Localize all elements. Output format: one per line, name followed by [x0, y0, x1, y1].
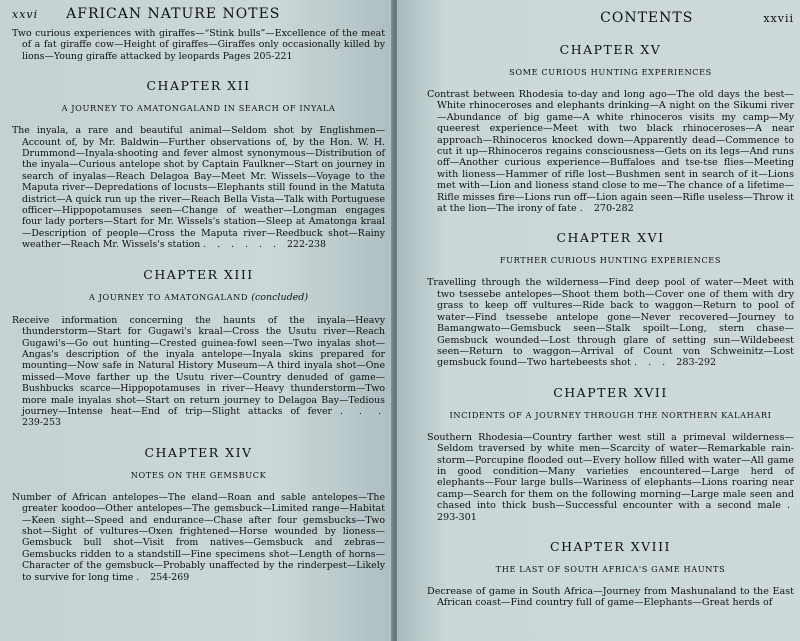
- synopsis-text: Decrease of game in South Africa—Journey from Mashunaland to the East African coast—Find country full of game—Elephants—Great herds of: [427, 585, 794, 609]
- chapter-pages: 254-269: [150, 571, 190, 583]
- chapter-subtitle-text: A JOURNEY TO AMATONGALAND: [88, 291, 249, 302]
- synopsis-text: Number of African antelopes—The eland—Roan and sable antelopes—The greater koodoo—Other antelopes—The gemsbuck—Limited range—Habitat—Keen sight—Speed and endurance—Chase after four gemsbucks—Two shot—Sight of vultures—Oxen frightened—Horse wounded by lioness—Gemsbuck bull shot—Visit from natives—Gemsbuck and zebras—Gemsbucks ridden to a standstill—Fine specimens shot—Length of horns—Character of the gemsbuck—Probably unaffected by the rinderpest—Likely to survive for long time: [12, 491, 385, 583]
- chapter-subtitle: [427, 410, 794, 420]
- left-running-head: [12, 6, 385, 22]
- chapter-subtitle: [427, 67, 794, 77]
- chapter-synopsis: The inyala, a rare and beautiful animal—Seldom shot by Englishmen—Account of, by Mr. Baldwin—Further observations of, by the Hon. W. H. Drummond—Inyala-shooting and fever almost synonymous—Distribution of the inyala—Curious antelope shot by Captain Faulkner—Start on journey in search of inyalas—Reach Delagoa Bay—Meet Mr. Wissels—Voyage to the Maputa river—Depredations of locusts—Elephants still found in the Matuta district—A quick run up the river—Reach Bella Vista—Talk with Portuguese officer—Hippopotamuses seen—Change of weather—Longman engages four lady porters—Start for Mr. Wissels's station—Sleep at Amatonga kraal—Description of people—Cross the Maputa river—Reedbuck shot—Rainy weather—Reach Mr. Wissels's station . . . . . . 222-238: [12, 125, 385, 251]
- chapter-subtitle: [427, 255, 794, 265]
- chapter-xi-fragment: [12, 28, 385, 62]
- left-running-title: AFRICAN NATURE NOTES: [66, 6, 281, 22]
- chapter-xvi: [427, 230, 794, 368]
- chapter-synopsis: Number of African antelopes—The eland—Roan and sable antelopes—The greater koodoo—Other antelopes—The gemsbuck—Limited range—Habitat—Keen sight—Speed and endurance—Chase after four gemsbucks—Two shot—Sight of vultures—Oxen frightened—Horse wounded by lioness—Gemsbuck bull shot—Visit from natives—Gemsbuck and zebras—Gemsbucks ridden to a standstill—Fine specimens shot—Length of horns—Character of the gemsbuck—Probably unaffected by the rinderpest—Likely to survive for long time . 254-269: [12, 491, 385, 583]
- chapter-heading: CHAPTER XIV: [144, 444, 253, 460]
- chapter-xiv: [12, 445, 385, 583]
- chapter-synopsis: [427, 586, 794, 609]
- left-page: [0, 0, 393, 641]
- chapter-xii: [12, 78, 385, 250]
- chapter-subtitle: [12, 103, 385, 113]
- synopsis-text: Travelling through the wilderness—Find deep pool of water—Meet with two tsessebe antelopes—Shoot them both—Cover one of them with dry grass to keep off vultures—Ride back to waggon—Return to pool of water—Find tsessebe antelope gone—Never recovered—Journey to Bamangwato—Gemsbuck seen—Stalk spoilt—Long, stern chase—Gemsbuck wounded—Lost through glare of setting sun—Wildebeest seen—Return to waggon—Arrival of Count von Schweinitz—Lost gemsbuck found—Two hartebeests shot: [427, 277, 794, 369]
- right-running-head: [427, 10, 794, 26]
- chapter-pages: 293-301: [437, 511, 477, 523]
- chapter-pages: 270-282: [593, 203, 634, 215]
- chapter-heading: CHAPTER XV: [559, 42, 662, 57]
- chapter-xviii: [427, 539, 794, 609]
- synopsis-text: Contrast between Rhodesia to-day and long ago—The old days the best—White rhinoceroses and elephants drinking—A night on the Sikumi river—Abundance of big game—A white rhinoceros visits my camp—My queerest experience—Meet with two black rhinoceroses—A near approach—Rhinoceros knocked down—Apparently dead—Commence to cut it up—Rhinoceros regains consciousness—Gets on its legs—And runs off—Another curious experience—Buffaloes and tse-tse flies—Meeting with lioness—Hammer of rifle lost—Bushmen sent in search of it—Lions met with—Lion and lioness stand close to me—The chance of a lifetime—Rifle misses fire—Lions run off—Lion again seen—Rifle useless—Throw it at the lion—The irony of fate: [427, 89, 794, 215]
- chapter-synopsis: Receive information concerning the haunts of the inyala—Heavy thunderstorm—Start for Gugawi's kraal—Cross the Usutu river—Reach Gugawi's—Go out hunting—Crested guinea-fowl seen—Two inyalas shot—Angas's description of the inyala antelope—Inyala skins prepared for mounting—Now safe in Natural History Museum—A third inyala shot—One missed—Move farther up the Usutu river—Country denuded of game—Bushbucks scarce—Hippopotamuses in river—Heavy thunderstorm—Two more male inyalas shot—Start on return journey to Delagoa Bay—Tedious journey—Intense heat—End of trip—Slight attacks of fever . . . 239-253: [12, 314, 385, 429]
- fragment-pages: Pages 205-221: [222, 50, 293, 62]
- chapter-subtitle-text: FURTHER CURIOUS HUNTING EXPERIENCES: [499, 255, 722, 266]
- chapter-xiii: [12, 267, 385, 429]
- chapter-heading: CHAPTER XVIII: [550, 538, 671, 554]
- chapter-heading: CHAPTER XVII: [553, 384, 668, 400]
- chapter-heading: CHAPTER XIII: [143, 266, 254, 282]
- chapter-xvii: [427, 385, 794, 523]
- chapter-subtitle-text: THE LAST OF SOUTH AFRICA'S GAME HAUNTS: [495, 563, 726, 574]
- chapter-subtitle: [12, 292, 385, 303]
- chapter-subtitle-text: A JOURNEY TO AMATONGALAND IN SEARCH OF INYALA: [61, 103, 336, 114]
- chapter-subtitle-suffix: (concluded): [251, 291, 309, 303]
- fragment-synopsis: Two curious experiences with giraffes—“Stink bulls”—Excellence of the meat of a fat giraffe cow—Height of giraffes—Giraffes only occasionally killed by lions—Young giraffe attacked by leopards: [12, 28, 385, 62]
- chapter-subtitle-text: SOME CURIOUS HUNTING EXPERIENCES: [509, 67, 712, 77]
- synopsis-text: Receive information concerning the haunts of the inyala—Heavy thunderstorm—Start for Gugawi's kraal—Cross the Usutu river—Reach Gugawi's—Go out hunting—Crested guinea-fowl seen—Two inyalas shot—Angas's description of the inyala antelope—Inyala skins prepared for mounting—Now safe in Natural History Museum—A third inyala shot—One missed—Move farther up the Usutu river—Country denuded of game—Bushbucks scarce—Hippopotamuses in river—Heavy thunderstorm—Two more male inyalas shot—Start on return journey to Delagoa Bay—Tedious journey—Intense heat—End of trip—Slight attacks of fever: [12, 314, 385, 417]
- chapter-synopsis: Contrast between Rhodesia to-day and long ago—The old days the best—White rhinoceroses and elephants drinking—A night on the Sikumi river—Abundance of big game—A white rhinoceros visits my camp—My queerest experience—Meet with two black rhinoceroses—A near approach—Rhinoceros knocked down—Apparently dead—Commence to cut it up—Rhinoceros regains consciousness—Gets on its legs—And runs off—Another curious experience—Buffaloes and tse-tse flies—Meeting with lioness—Hammer of rifle lost—Bushmen sent in search of it—Lions met with—Lion and lioness stand close to me—The chance of a lifetime—Rifle misses fire—Lions run off—Lion again seen—Rifle useless—Throw it at the lion—The irony of fate . 270-282: [427, 89, 794, 215]
- left-page-number: xxvi: [12, 8, 39, 21]
- chapter-heading: CHAPTER XVI: [556, 230, 665, 246]
- chapter-pages: 239-253: [22, 417, 61, 429]
- synopsis-text: Southern Rhodesia—Country farther west still a primeval wilderness—Seldom traversed by white men—Scarcity of water—Remarkable rain-storm—Porcupine flooded out—Every hollow filled with water—All game in good condition—Many varieties encountered—Large herd of elephants—Four large bulls—Wariness of elephants—Lions roaring near camp—Search for them on the following morning—Large male seen and chased into thick bush—Successful encounter with a second male: [427, 431, 794, 512]
- chapter-subtitle-text: INCIDENTS OF A JOURNEY THROUGH THE NORTHERN KALAHARI: [449, 409, 772, 420]
- chapter-synopsis: Travelling through the wilderness—Find deep pool of water—Meet with two tsessebe antelopes—Shoot them both—Cover one of them with dry grass to keep off vultures—Ride back to waggon—Return to pool of water—Find tsessebe antelope gone—Never recovered—Journey to Bamangwato—Gemsbuck seen—Stalk spoilt—Long, stern chase—Gemsbuck wounded—Lost through glare of setting sun—Wildebeest seen—Return to waggon—Arrival of Count von Schweinitz—Lost gemsbuck found—Two hartebeests shot . . . 283-292: [427, 277, 794, 369]
- synopsis-text: The inyala, a rare and beautiful animal—Seldom shot by Englishmen—Account of, by Mr. Baldwin—Further observations of, by the Hon. W. H. Drummond—Inyala-shooting and fever almost synonymous—Distribution of the inyala—Curious antelope shot by Captain Faulkner—Start on journey in search of inyalas—Reach Delagoa Bay—Meet Mr. Wissels—Voyage to the Maputa river—Depredations of locusts—Elephants still found in the Matuta district—A quick run up the river—Reach Bella Vista—Talk with Portuguese officer—Hippopotamuses seen—Change of weather—Longman engages four lady porters—Start for Mr. Wissels's station—Sleep at Amatonga kraal—Description of people—Cross the Maputa river—Reedbuck shot—Rainy weather—Reach Mr. Wissels's station: [12, 125, 385, 251]
- right-page-number: xxvii: [763, 12, 794, 25]
- chapter-subtitle-text: NOTES ON THE GEMSBUCK: [130, 469, 267, 480]
- chapter-heading: CHAPTER XII: [146, 78, 251, 94]
- chapter-subtitle: [427, 564, 794, 574]
- chapter-pages: 283-292: [676, 357, 717, 369]
- chapter-subtitle: [12, 470, 385, 480]
- chapter-pages: 222-238: [287, 239, 326, 251]
- right-page: [397, 0, 800, 641]
- right-running-title: CONTENTS: [600, 10, 694, 26]
- chapter-xv: [427, 42, 794, 214]
- chapter-synopsis: Southern Rhodesia—Country farther west still a primeval wilderness—Seldom traversed by white men—Scarcity of water—Remarkable rain-storm—Porcupine flooded out—Every hollow filled with water—All game in good condition—Many varieties encountered—Large herd of elephants—Four large bulls—Wariness of elephants—Lions roaring near camp—Search for them on the following morning—Large male seen and chased into thick bush—Successful encounter with a second male . 293-301: [427, 431, 794, 523]
